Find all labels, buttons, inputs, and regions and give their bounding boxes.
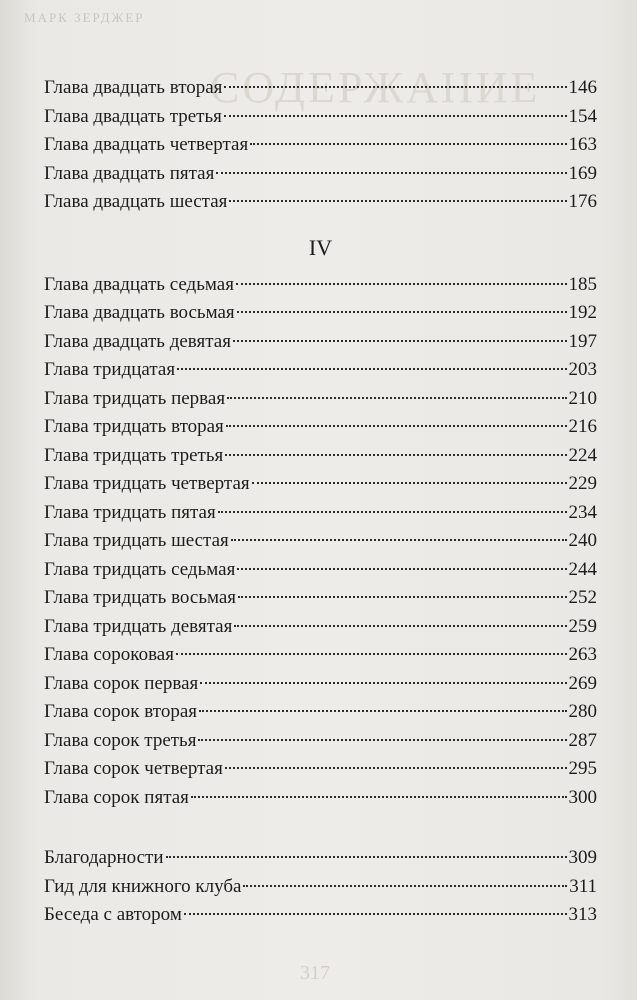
bleed-through-header: МАРК ЗЕРДЖЕР xyxy=(24,10,145,25)
toc-entry-title: Глава сорок вторая xyxy=(44,701,198,722)
toc-entry-title: Глава двадцать пятая xyxy=(44,162,215,184)
toc-entry xyxy=(44,356,597,385)
toc-entry-title: Глава тридцать вторая xyxy=(44,416,224,437)
toc-entry-page: 269 xyxy=(568,672,597,694)
dot-leader xyxy=(252,482,567,484)
dot-leader xyxy=(184,913,567,915)
toc-entry-page: 197 xyxy=(568,330,597,352)
toc-entry-title: Глава тридцать девятая xyxy=(44,615,233,637)
toc-entry-title: Глава тридцать пятая xyxy=(44,501,216,523)
dot-leader xyxy=(166,856,567,858)
dot-leader xyxy=(237,568,566,570)
toc-entry-page: 169 xyxy=(568,162,597,184)
toc-entry xyxy=(44,784,597,813)
toc-entry xyxy=(44,584,597,613)
dot-leader xyxy=(198,739,566,741)
toc-entry-page: 309 xyxy=(568,847,597,868)
dot-leader xyxy=(218,511,567,513)
toc-entry-page: 287 xyxy=(568,729,597,751)
dot-leader xyxy=(200,682,566,684)
toc-entry xyxy=(44,413,597,442)
toc-entry-title: Благодарности xyxy=(44,847,164,868)
dot-leader xyxy=(243,885,567,887)
toc-entry xyxy=(44,385,597,414)
toc-entry-page: 234 xyxy=(568,501,597,523)
toc-entry-title: Глава тридцать третья xyxy=(44,444,224,466)
toc-entry-title: Глава тридцать шестая xyxy=(44,530,229,551)
toc-entry-page: 185 xyxy=(568,273,597,295)
toc-entry xyxy=(44,670,597,699)
toc-entry xyxy=(44,613,597,642)
part-heading: IV xyxy=(308,234,333,260)
toc-entry-title: Глава тридцать седьмая xyxy=(44,558,236,580)
toc-entry-page: 163 xyxy=(568,134,597,155)
toc-entry xyxy=(44,188,597,217)
dot-leader xyxy=(216,172,566,174)
dot-leader xyxy=(191,796,567,798)
toc-entry xyxy=(44,470,597,499)
toc-entry xyxy=(44,74,597,103)
toc-entry-title: Глава сорок третья xyxy=(44,729,197,751)
toc-entry-page: 229 xyxy=(568,473,597,494)
toc-group-back-matter xyxy=(44,844,597,930)
toc-entry xyxy=(44,527,597,556)
dot-leader xyxy=(229,200,566,202)
toc-entry xyxy=(44,727,597,756)
dot-leader xyxy=(224,86,566,88)
toc-entry xyxy=(44,641,597,670)
toc-entry-title: Глава сорок первая xyxy=(44,672,199,694)
toc-entry-page: 295 xyxy=(568,758,597,779)
toc-entry-page: 192 xyxy=(568,302,597,323)
dot-leader xyxy=(226,425,567,427)
toc-entry-page: 263 xyxy=(568,644,597,665)
toc-entry xyxy=(44,160,597,189)
toc-entry-title: Глава тридцать первая xyxy=(44,387,226,409)
toc-entry xyxy=(44,299,597,328)
dot-leader xyxy=(236,283,567,285)
dot-leader xyxy=(176,653,567,655)
dot-leader xyxy=(238,596,566,598)
toc-entry-page: 252 xyxy=(568,587,597,608)
dot-leader xyxy=(231,539,567,541)
toc-entry-title: Глава двадцать шестая xyxy=(44,191,228,212)
toc-entry-title: Беседа с автором xyxy=(44,904,182,925)
dot-leader xyxy=(237,311,567,313)
toc-entry xyxy=(44,328,597,357)
toc-entry xyxy=(44,442,597,471)
table-of-contents xyxy=(44,74,597,930)
dot-leader xyxy=(199,710,566,712)
dot-leader xyxy=(225,454,566,456)
dot-leader xyxy=(225,767,567,769)
toc-entry-title: Гид для книжного клуба xyxy=(44,875,242,897)
toc-entry-title: Глава тридцать восьмая xyxy=(44,587,237,608)
toc-entry-page: 244 xyxy=(568,558,597,580)
toc-entry xyxy=(44,556,597,585)
dot-leader xyxy=(177,368,566,370)
toc-entry-page: 259 xyxy=(568,615,597,637)
toc-entry xyxy=(44,131,597,160)
toc-entry xyxy=(44,698,597,727)
bleed-through-title: СОДЕРЖАНИЕ xyxy=(210,63,541,112)
toc-entry-title: Глава тридцать четвертая xyxy=(44,473,250,494)
toc-entry xyxy=(44,873,597,902)
toc-entry-title: Глава сороковая xyxy=(44,644,174,665)
toc-entry-page: 146 xyxy=(568,77,597,98)
toc-entry-page: 154 xyxy=(568,105,597,127)
bleed-through-folio: 317 xyxy=(300,962,330,984)
toc-entry-page: 176 xyxy=(568,191,597,212)
dot-leader xyxy=(250,143,566,145)
toc-entry-page: 300 xyxy=(568,786,597,808)
toc-entry-page: 224 xyxy=(568,444,597,466)
toc-entry-title: Глава двадцать седьмая xyxy=(44,273,234,295)
toc-entry-title: Глава двадцать вторая xyxy=(44,77,223,98)
toc-entry-page: 311 xyxy=(569,875,597,897)
toc-entry-title: Глава двадцать четвертая xyxy=(44,134,249,155)
toc-group-part-iv xyxy=(44,271,597,813)
toc-entry-page: 216 xyxy=(568,416,597,437)
toc-entry xyxy=(44,844,597,873)
toc-entry-page: 210 xyxy=(568,387,597,409)
toc-entry-title: Глава двадцать девятая xyxy=(44,330,231,352)
toc-entry xyxy=(44,103,597,132)
toc-entry-title: Глава сорок пятая xyxy=(44,786,189,808)
toc-entry-page: 203 xyxy=(568,359,597,380)
dot-leader xyxy=(233,340,567,342)
toc-entry-title: Глава сорок четвертая xyxy=(44,758,223,779)
toc-entry xyxy=(44,901,597,930)
toc-entry-page: 313 xyxy=(568,904,597,925)
toc-entry-title: Глава двадцать третья xyxy=(44,105,222,127)
dot-leader xyxy=(234,625,566,627)
toc-entry xyxy=(44,271,597,300)
dot-leader xyxy=(227,397,566,399)
section-gap xyxy=(44,812,597,844)
dot-leader xyxy=(224,115,567,117)
toc-entry-title: Глава тридцатая xyxy=(44,359,176,380)
toc-entry xyxy=(44,755,597,784)
toc-entry-page: 280 xyxy=(568,701,597,722)
toc-group-part-iii-end xyxy=(44,74,597,217)
toc-entry-page: 240 xyxy=(568,530,597,551)
toc-entry-title: Глава двадцать восьмая xyxy=(44,302,235,323)
toc-entry xyxy=(44,499,597,528)
